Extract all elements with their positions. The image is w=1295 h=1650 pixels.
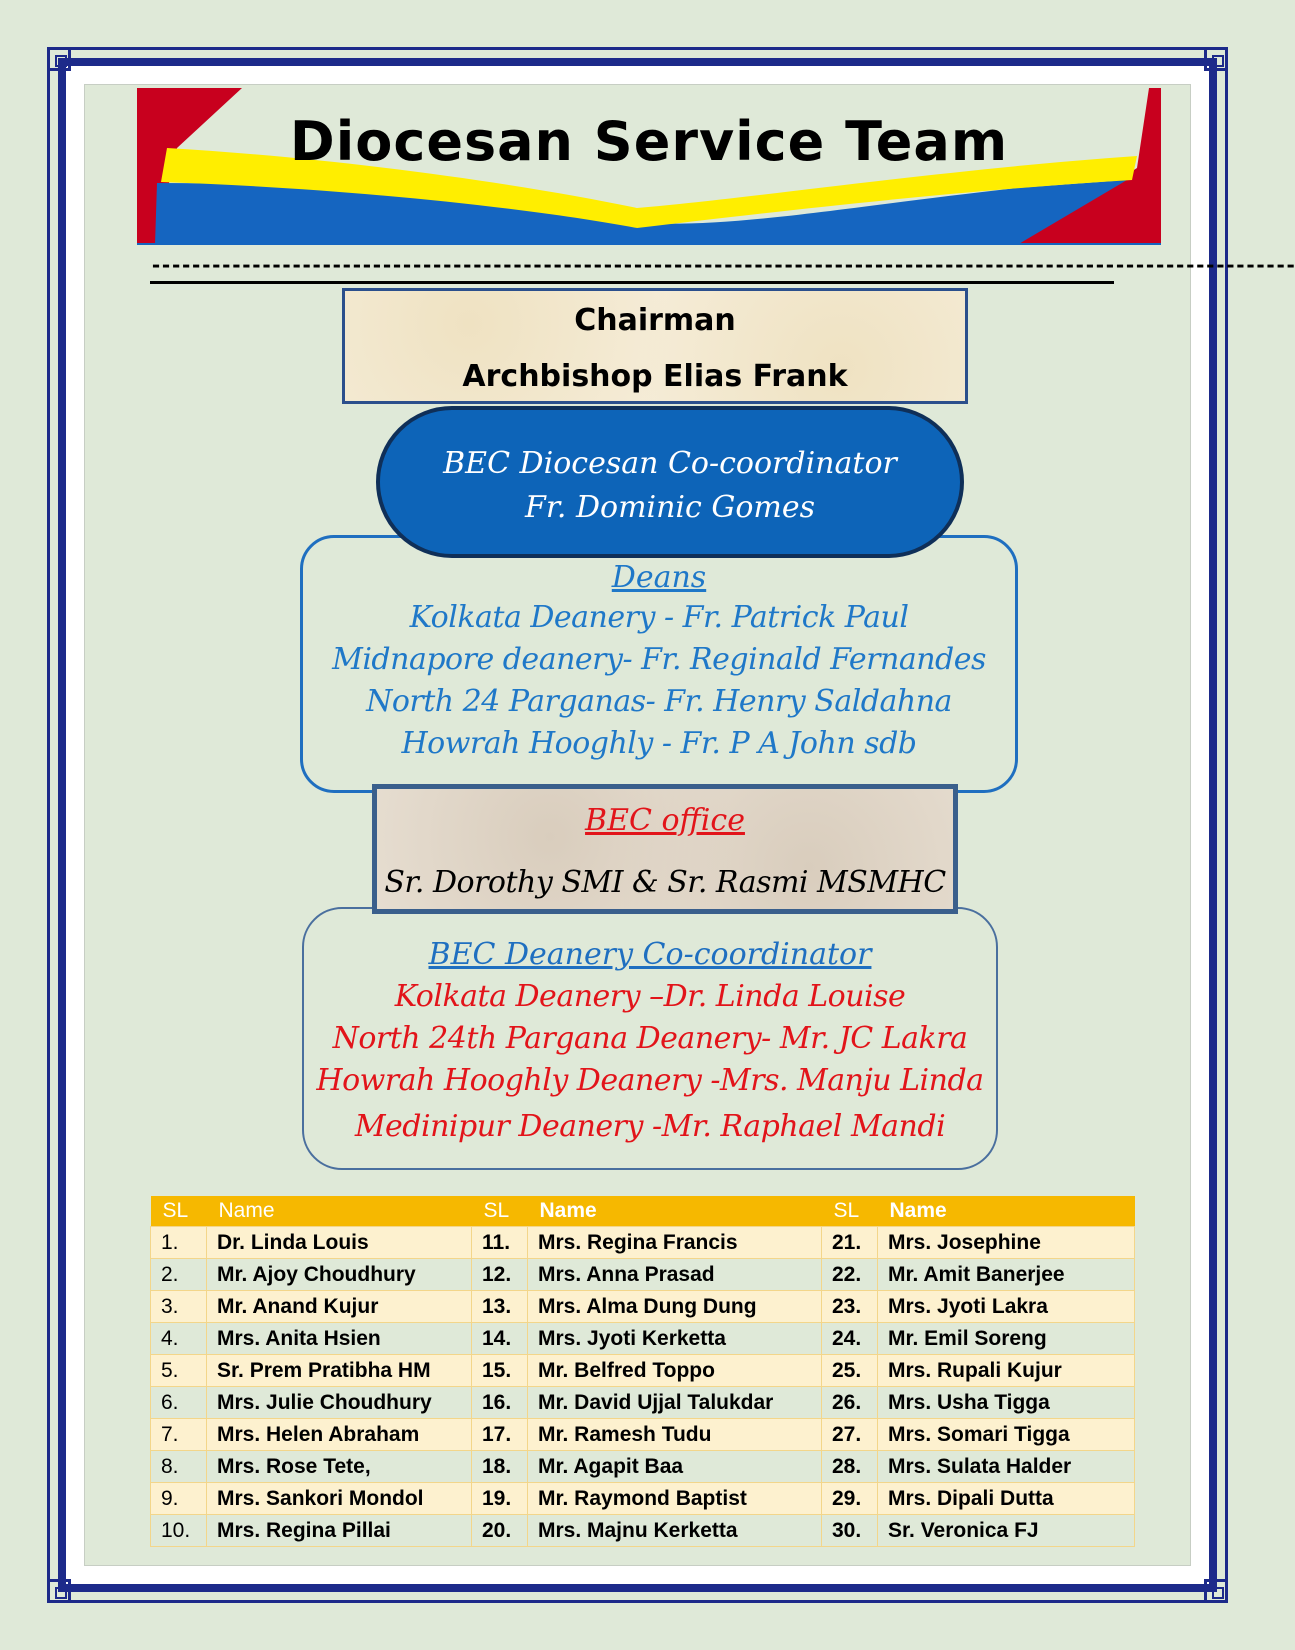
serial-number-cell: 18. — [472, 1451, 528, 1483]
chairman-box — [342, 288, 968, 404]
frame-corner-ornament — [47, 1579, 71, 1603]
member-name-cell: Mrs. Alma Dung Dung — [528, 1291, 822, 1323]
serial-number-cell: 22. — [822, 1259, 878, 1291]
member-name-cell: Mrs. Regina Francis — [528, 1227, 822, 1259]
serial-number-cell: 27. — [822, 1419, 878, 1451]
bec-office-box — [372, 784, 958, 914]
serial-number-cell: 2. — [151, 1259, 207, 1291]
serial-number-cell: 7. — [151, 1419, 207, 1451]
serial-number-cell: 17. — [472, 1419, 528, 1451]
serial-number-cell: 11. — [472, 1227, 528, 1259]
member-name-cell: Mrs. Dipali Dutta — [878, 1483, 1135, 1515]
dashed-divider: ------------------------------------------------------------------------------------------------------------------ — [150, 253, 1295, 277]
member-name-cell: Mrs. Josephine — [878, 1227, 1135, 1259]
table-row — [151, 1259, 1135, 1291]
deans-heading: Deans — [611, 560, 707, 595]
deanery-coordinator-line: Medinipur Deanery -Mr. Raphael Mandi — [354, 1109, 946, 1144]
serial-number-cell: 24. — [822, 1323, 878, 1355]
member-name-cell: Mrs. Helen Abraham — [207, 1419, 472, 1451]
serial-number-cell: 23. — [822, 1291, 878, 1323]
member-name-cell: Mrs. Anna Prasad — [528, 1259, 822, 1291]
member-name-cell: Mr. Amit Banerjee — [878, 1259, 1135, 1291]
dean-line: Kolkata Deanery - Fr. Patrick Paul — [409, 600, 909, 635]
frame-corner-ornament — [47, 47, 71, 71]
member-name-cell: Mrs. Julie Choudhury — [207, 1387, 472, 1419]
deans-box — [300, 535, 1018, 793]
serial-number-cell: 12. — [472, 1259, 528, 1291]
member-name-cell: Mrs. Somari Tigga — [878, 1419, 1135, 1451]
deanery-coordinators-heading: BEC Deanery Co-coordinator — [428, 937, 872, 972]
member-name-cell: Mr. Raymond Baptist — [528, 1483, 822, 1515]
serial-number-cell: 15. — [472, 1355, 528, 1387]
member-name-cell: Sr. Prem Pratibha HM — [207, 1355, 472, 1387]
serial-number-cell: 9. — [151, 1483, 207, 1515]
member-name-cell: Mr. Ajoy Choudhury — [207, 1259, 472, 1291]
serial-number-cell: 16. — [472, 1387, 528, 1419]
table-row — [151, 1451, 1135, 1483]
serial-number-cell: 20. — [472, 1515, 528, 1547]
table-header-row — [151, 1196, 1135, 1227]
member-name-cell: Mr. Belfred Toppo — [528, 1355, 822, 1387]
member-name-cell: Mrs. Sulata Halder — [878, 1451, 1135, 1483]
member-name-cell: Mr. Anand Kujur — [207, 1291, 472, 1323]
serial-number-cell: 8. — [151, 1451, 207, 1483]
coordinator-role: BEC Diocesan Co-coordinator — [443, 446, 897, 481]
table-row — [151, 1323, 1135, 1355]
serial-number-cell: 21. — [822, 1227, 878, 1259]
table-row — [151, 1291, 1135, 1323]
table-row — [151, 1515, 1135, 1547]
serial-number-cell: 25. — [822, 1355, 878, 1387]
member-name-cell: Mr. Ramesh Tudu — [528, 1419, 822, 1451]
title-banner — [137, 88, 1161, 245]
column-header: Name — [878, 1196, 1135, 1227]
serial-number-cell: 30. — [822, 1515, 878, 1547]
column-header: Name — [528, 1196, 822, 1227]
deanery-coordinator-line: Kolkata Deanery –Dr. Linda Louise — [394, 979, 906, 1014]
member-name-cell: Mr. Emil Soreng — [878, 1323, 1135, 1355]
dean-line: Midnapore deanery- Fr. Reginald Fernandes — [332, 642, 986, 677]
chairman-name: Archbishop Elias Frank — [462, 359, 848, 394]
member-name-cell: Mrs. Majnu Kerketta — [528, 1515, 822, 1547]
member-name-cell: Dr. Linda Louis — [207, 1227, 472, 1259]
dean-line: Howrah Hooghly - Fr. P A John sdb — [401, 726, 917, 761]
frame-corner-ornament — [1204, 1579, 1228, 1603]
serial-number-cell: 1. — [151, 1227, 207, 1259]
member-name-cell: Mrs. Sankori Mondol — [207, 1483, 472, 1515]
serial-number-cell: 28. — [822, 1451, 878, 1483]
diocesan-coordinator-box — [376, 406, 964, 558]
serial-number-cell: 3. — [151, 1291, 207, 1323]
table-row — [151, 1387, 1135, 1419]
member-name-cell: Mrs. Anita Hsien — [207, 1323, 472, 1355]
deanery-coordinators-box — [302, 907, 998, 1170]
serial-number-cell: 10. — [151, 1515, 207, 1547]
table-row — [151, 1355, 1135, 1387]
coordinator-name: Fr. Dominic Gomes — [525, 490, 815, 525]
office-names: Sr. Dorothy SMI & Sr. Rasmi MSMHC — [384, 865, 946, 900]
member-name-cell: Mr. Agapit Baa — [528, 1451, 822, 1483]
serial-number-cell: 5. — [151, 1355, 207, 1387]
member-name-cell: Mr. David Ujjal Talukdar — [528, 1387, 822, 1419]
table-row — [151, 1419, 1135, 1451]
chairman-role: Chairman — [574, 303, 736, 338]
serial-number-cell: 4. — [151, 1323, 207, 1355]
member-name-cell: Mrs. Usha Tigga — [878, 1387, 1135, 1419]
serial-number-cell: 19. — [472, 1483, 528, 1515]
member-name-cell: Mrs. Regina Pillai — [207, 1515, 472, 1547]
column-header: SL — [151, 1196, 207, 1227]
solid-divider — [150, 281, 1114, 284]
table-row — [151, 1227, 1135, 1259]
member-name-cell: Mrs. Jyoti Lakra — [878, 1291, 1135, 1323]
deanery-coordinator-line: North 24th Pargana Deanery- Mr. JC Lakra — [332, 1021, 968, 1056]
page-title: Diocesan Service Team — [289, 110, 1009, 173]
deanery-coordinator-line: Howrah Hooghly Deanery -Mrs. Manju Linda — [316, 1063, 984, 1098]
frame-corner-ornament — [1204, 47, 1228, 71]
column-header: SL — [472, 1196, 528, 1227]
serial-number-cell: 6. — [151, 1387, 207, 1419]
column-header: SL — [822, 1196, 878, 1227]
serial-number-cell: 29. — [822, 1483, 878, 1515]
member-name-cell: Mrs. Jyoti Kerketta — [528, 1323, 822, 1355]
member-name-cell: Mrs. Rose Tete, — [207, 1451, 472, 1483]
serial-number-cell: 13. — [472, 1291, 528, 1323]
member-name-cell: Sr. Veronica FJ — [878, 1515, 1135, 1547]
team-members-table — [150, 1196, 1135, 1547]
serial-number-cell: 14. — [472, 1323, 528, 1355]
serial-number-cell: 26. — [822, 1387, 878, 1419]
dean-line: North 24 Parganas- Fr. Henry Saldahna — [366, 684, 952, 719]
office-heading: BEC office — [585, 803, 745, 838]
table-row — [151, 1483, 1135, 1515]
member-name-cell: Mrs. Rupali Kujur — [878, 1355, 1135, 1387]
column-header: Name — [207, 1196, 472, 1227]
